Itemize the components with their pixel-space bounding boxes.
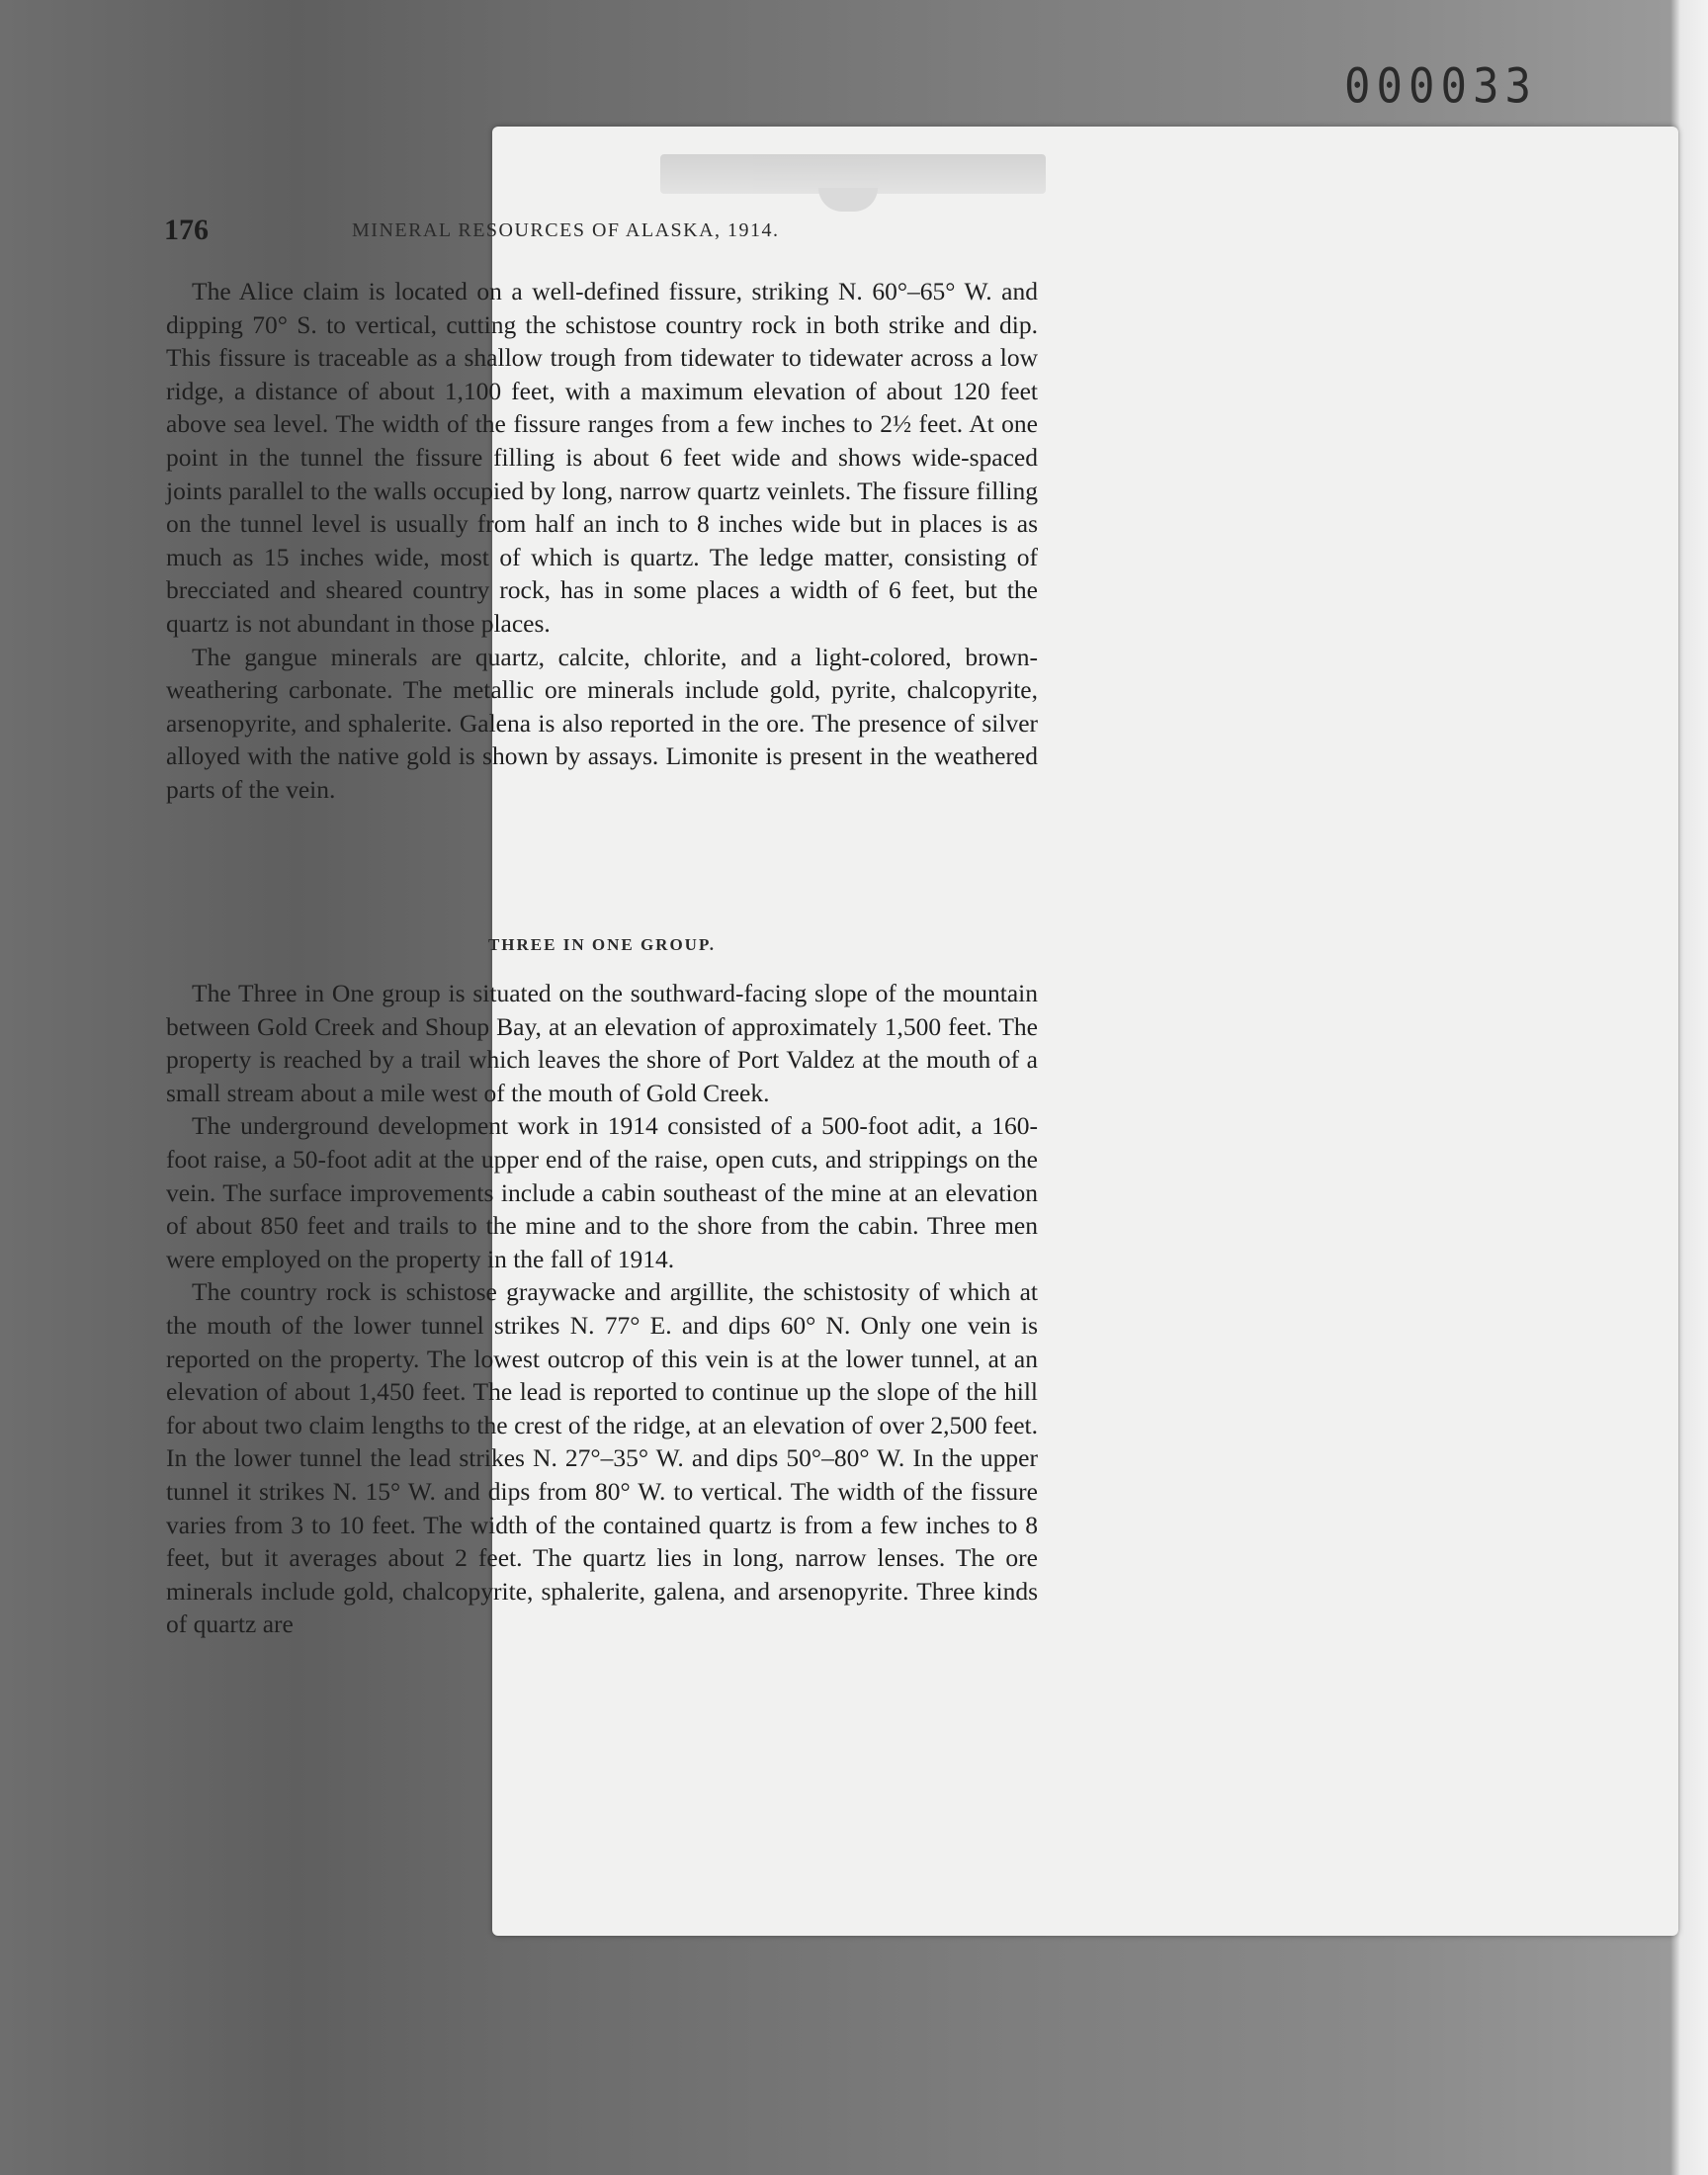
paragraph: The Alice claim is located on a well-defined fissure, striking N. 60°–65° W. and dipping 70° S. to vertical, cutting the schistose country rock in both strike and dip. This fissure is traceable as a shallow trough from tidewater to tidewater across a low ridge, a distance of about 1,100 feet, with a maximum elevation of about 120 feet above sea level. The width of the fissure ranges from a few inches to 2½ feet. At one point in the tunnel the fissure filling is about 6 feet wide and shows wide-spaced joints parallel to the walls occupied by long, narrow quartz veinlets. The fissure filling on the tunnel level is usually from half an inch to 8 inches wide but in places is as much as 15 inches wide, most of which is quartz. The ledge matter, consisting of brecciated and sheared country rock, has in some places a width of 6 feet, but the quartz is not abundant in those places. — [166, 277, 1038, 638]
running-title: MINERAL RESOURCES OF ALASKA, 1914. — [352, 219, 780, 241]
alice-claim-section — [166, 275, 1038, 807]
three-in-one-section — [166, 977, 1038, 1641]
document-stamp-number: 000033 — [1344, 58, 1537, 115]
scan-smudge — [660, 154, 1046, 194]
paragraph: The country rock is schistose graywacke and argillite, the schistosity of which at the mouth of the lower tunnel strikes N. 77° E. and dips 60° N. Only one vein is reported on the property. The lowest outcrop of this vein is at the lower tunnel, at an elevation of about 1,450 feet. The lead is reported to continue up the slope of the hill for about two claim lengths to the crest of the ridge, at an elevation of over 2,500 feet. In the lower tunnel the lead strikes N. 27°–35° W. and dips 50°–80° W. In the upper tunnel it strikes N. 15° W. and dips from 80° W. to vertical. The width of the fissure varies from 3 to 10 feet. The width of the contained quartz is from a few inches to 8 feet, but it averages about 2 feet. The quartz lies in long, narrow lenses. The ore minerals include gold, chalcopyrite, sphalerite, galena, and arsenopyrite. Three kinds of quartz are — [166, 1277, 1038, 1639]
running-header — [164, 214, 1034, 253]
paragraph: The underground development work in 1914 consisted of a 500-foot adit, a 160-foot raise, a 50-foot adit at the upper end of the raise, open cuts, and strippings on the vein. The surface improvements include a cabin southeast of the mine at an elevation of about 850 feet and trails to the mine and to the shore from the cabin. Three men were employed on the property in the fall of 1914. — [166, 1111, 1038, 1273]
paragraph: The gangue minerals are quartz, calcite, chlorite, and a light-colored, brown-weathering carbonate. The metallic ore minerals include gold, pyrite, chalcopyrite, arsenopyrite, and sphalerite. Galena is also reported in the ore. The presence of silver alloyed with the native gold is shown by assays. Limonite is present in the weathered parts of the vein. — [166, 642, 1038, 804]
page-number: 176 — [164, 214, 209, 246]
paragraph: The Three in One group is situated on the southward-facing slope of the mountain between Gold Creek and Shoup Bay, at an elevation of approximately 1,500 feet. The property is reached by a trail which leaves the shore of Port Valdez at the mouth of a small stream about a mile west of the mouth of Gold Creek. — [166, 979, 1038, 1107]
section-heading: THREE IN ONE GROUP. — [487, 935, 717, 954]
